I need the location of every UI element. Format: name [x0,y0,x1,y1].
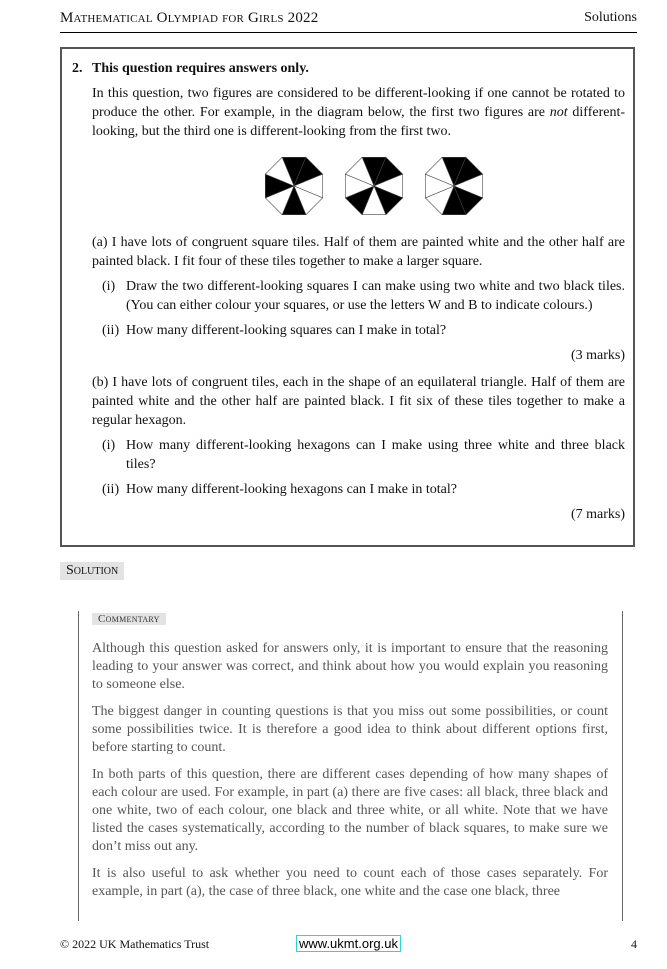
footer-link[interactable]: www.ukmt.org.uk [296,935,401,952]
octagon-diagram [122,153,625,219]
part-b-ii: (ii) How many different-looking hexagons can I make in total? [102,482,457,497]
part-b-i: (i) How many different-looking hexagons can I make using three white and three black tiles? [102,438,625,472]
header-section: Solutions [584,10,637,25]
commentary-paragraph-1: Although this question asked for answers only, it is important to ensure that the reasoning leading to your answer was correct, and think about how you would explain you reasoning to someone else. [92,641,608,692]
footer-copyright: © 2022 UK Mathematics Trust [60,937,210,951]
commentary-paragraph-2: The biggest danger in counting questions is that you miss out some possibilities, or count some possibilities twice. It is therefore a good idea to think about different options first, before starting to count. [92,704,608,755]
part-a-i: (i) Draw the two different-looking squares I can make using two white and two black tiles. (You can either colour your squares, or use the letters W and B to indicate colours.) [102,279,625,313]
question-title: This question requires answers only. [92,61,309,76]
part-a-text: (a) I have lots of congruent square tiles. Half of them are painted white and the other half are painted black. I fit four of these tiles together to make a larger square. [92,235,625,269]
commentary-box [78,611,623,921]
solution-heading: Solution [60,562,124,580]
question-box [60,47,635,547]
octagon-figure-1 [261,153,327,219]
octagon-figure-3 [421,153,487,219]
commentary-paragraph-4: It is also useful to ask whether you need to count each of those cases separately. For example, in part (a), the case of three black, one white and the case one black, three [92,866,608,899]
page-number: 4 [631,937,637,951]
marks-part-b: (7 marks) [570,507,625,522]
question-number: 2. [72,61,83,76]
question-intro: In this question, two figures are considered to be different-looking if one cannot be rotated to produce the other. For example, in the diagram below, the first two figures are not different-looking, but the third one is different-looking from the first two. [92,86,626,139]
commentary-paragraph-3: In both parts of this question, there are different cases depending of how many shapes of each colour are used. For example, in part (a) there are five cases: all black, three black and one white, two of each colour, one black and three white, or all white. Note that we have listed the cases systematically, according to the number of black squares, to make sure we don’t miss out any. [92,767,608,854]
marks-part-a: (3 marks) [570,348,625,363]
question-heading [72,59,625,78]
commentary-label: Commentary [92,613,166,625]
page-header [60,10,637,33]
part-a-ii: (ii) How many different-looking squares can I make in total? [102,323,447,338]
part-b-text: (b) I have lots of congruent tiles, each in the shape of an equilateral triangle. Half of them are painted white and the other half are painted black. I fit six of these tiles together to make a regular hexagon. [92,375,625,428]
header-title: Mathematical Olympiad for Girls 2022 [60,10,319,26]
octagon-figure-2 [341,153,407,219]
